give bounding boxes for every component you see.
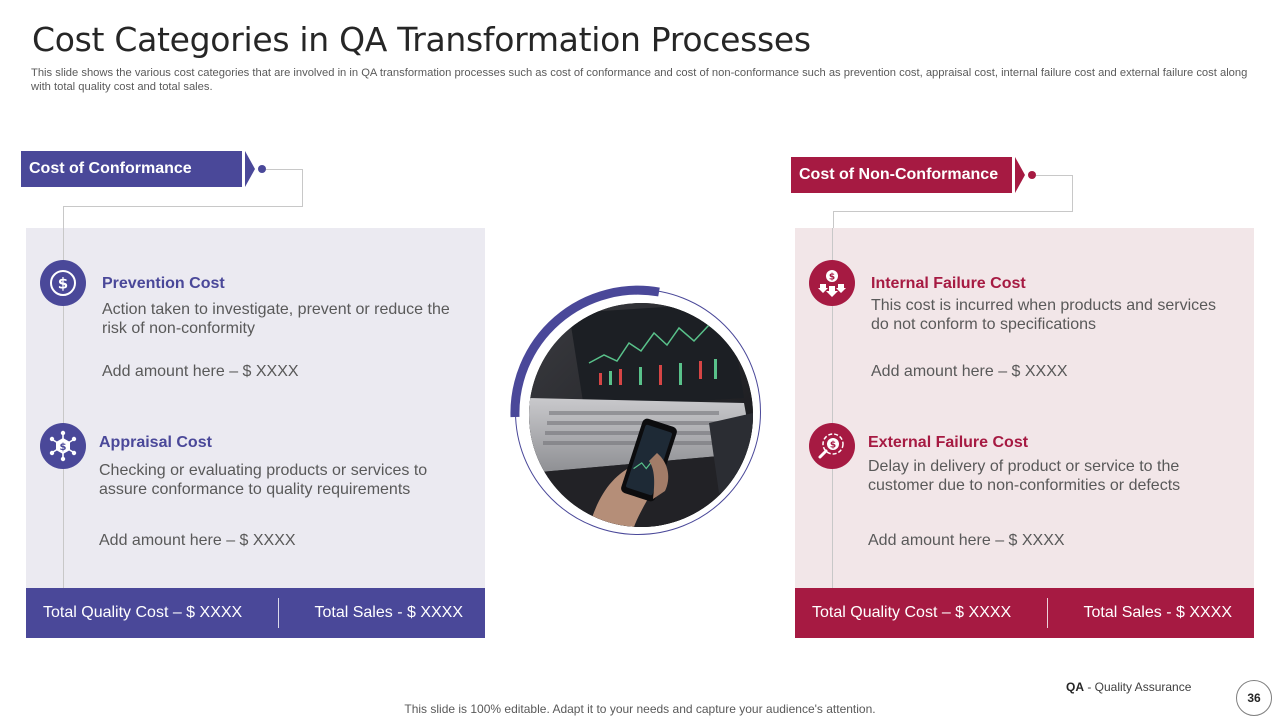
- non-conformance-tag-arrow: [1015, 157, 1025, 193]
- conformance-connector-dot: [258, 165, 266, 173]
- page-number: 36: [1236, 680, 1272, 716]
- qa-abbr: QA: [1066, 680, 1084, 694]
- connector-line: [1072, 175, 1073, 212]
- slide-title: Cost Categories in QA Transformation Processes: [32, 20, 811, 59]
- connector-line: [266, 169, 303, 170]
- conformance-panel: [26, 228, 485, 588]
- external-failure-cost-amount: Add amount here – $ XXXX: [868, 532, 1065, 549]
- non-conformance-tag: Cost of Non-Conformance: [791, 157, 1012, 193]
- connector-line: [833, 211, 834, 228]
- dollar-coin-icon: [40, 260, 86, 306]
- conformance-tag-arrow: [245, 151, 255, 187]
- center-photo: [509, 285, 769, 545]
- prevention-cost-amount: Add amount here – $ XXXX: [102, 363, 299, 380]
- qa-footer-label: [1066, 680, 1191, 694]
- appraisal-cost-amount: Add amount here – $ XXXX: [99, 532, 296, 549]
- connector-line: [63, 206, 303, 207]
- svg-text:$: $: [828, 272, 836, 283]
- internal-failure-cost-title: Internal Failure Cost: [871, 275, 1026, 292]
- total-sales: Total Sales - $ XXXX: [1083, 604, 1232, 621]
- dollar-search-icon: [809, 423, 855, 469]
- appraisal-cost-title: Appraisal Cost: [99, 434, 212, 451]
- divider: [1047, 598, 1048, 628]
- divider: [278, 598, 279, 628]
- editable-note: This slide is 100% editable. Adapt it to your needs and capture your audience's attention.: [404, 702, 876, 716]
- conformance-tag: Cost of Conformance: [21, 151, 242, 187]
- non-conformance-panel: [795, 228, 1254, 588]
- connector-line: [302, 169, 303, 207]
- network-dollar-icon: [40, 423, 86, 469]
- appraisal-cost-desc: Checking or evaluating products or services to assure conformance to quality requirements: [99, 462, 428, 498]
- svg-text:$: $: [57, 274, 69, 293]
- prevention-cost-desc: Action taken to investigate, prevent or reduce the risk of non-conformity: [102, 301, 450, 337]
- internal-failure-cost-desc: This cost is incurred when products and services do not conform to specifications: [871, 297, 1217, 333]
- conformance-totals-bar: [26, 588, 485, 638]
- total-sales: Total Sales - $ XXXX: [314, 604, 463, 621]
- prevention-cost-title: Prevention Cost: [102, 275, 225, 292]
- external-failure-cost-title: External Failure Cost: [868, 434, 1029, 451]
- connector-line: [833, 211, 1073, 212]
- qa-full: - Quality Assurance: [1084, 680, 1192, 694]
- svg-text:$: $: [829, 440, 837, 451]
- dollar-down-arrows-icon: [809, 260, 855, 306]
- slide-subtitle: This slide shows the various cost categories that are involved in in QA transformation processes such as cost of conformance and cost of non-conformance such as prevention cost, appraisal cost, internal failure cost and external failure cost along with total quality cost and total sales.: [31, 67, 1248, 93]
- svg-text:$: $: [59, 442, 67, 453]
- connector-line: [63, 206, 64, 228]
- laptop-phone-image: [529, 303, 753, 527]
- non-conformance-totals-bar: [795, 588, 1254, 638]
- total-quality-cost: Total Quality Cost – $ XXXX: [43, 604, 243, 621]
- non-conformance-connector-dot: [1028, 171, 1036, 179]
- internal-failure-cost-amount: Add amount here – $ XXXX: [871, 363, 1068, 380]
- total-quality-cost: Total Quality Cost – $ XXXX: [812, 604, 1012, 621]
- connector-line: [1036, 175, 1073, 176]
- external-failure-cost-desc: Delay in delivery of product or service to the customer due to non-conformities or defects: [868, 458, 1181, 494]
